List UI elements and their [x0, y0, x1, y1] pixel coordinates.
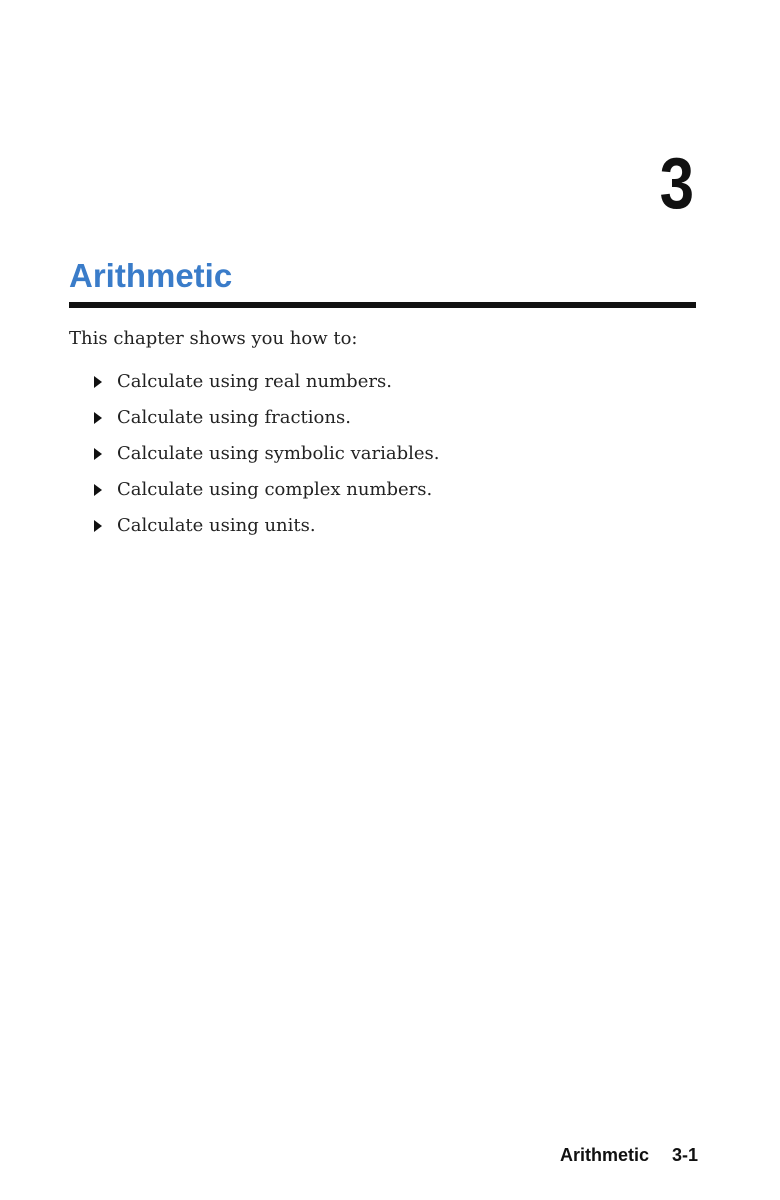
topic-list [94, 363, 440, 543]
list-item-label: Calculate using real numbers. [117, 370, 392, 392]
footer-page-number: 3-1 [671, 1145, 698, 1165]
list-item-label: Calculate using fractions. [117, 406, 351, 428]
title-rule [69, 302, 696, 308]
triangle-bullet-icon [94, 484, 102, 496]
footer-section-title: Arithmetic [559, 1145, 649, 1165]
triangle-bullet-icon [94, 412, 102, 424]
chapter-number: 3 [659, 144, 694, 224]
triangle-bullet-icon [94, 448, 102, 460]
list-item-label: Calculate using symbolic variables. [117, 442, 440, 464]
list-item [94, 471, 440, 507]
list-item [94, 507, 440, 543]
list-item [94, 363, 440, 399]
chapter-intro: This chapter shows you how to: [69, 328, 358, 349]
list-item [94, 435, 440, 471]
page-footer [560, 1145, 698, 1166]
list-item-label: Calculate using units. [117, 514, 316, 536]
list-item-label: Calculate using complex numbers. [117, 478, 433, 500]
list-item [94, 399, 440, 435]
triangle-bullet-icon [94, 376, 102, 388]
triangle-bullet-icon [94, 520, 102, 532]
chapter-title: Arithmetic [69, 257, 233, 294]
